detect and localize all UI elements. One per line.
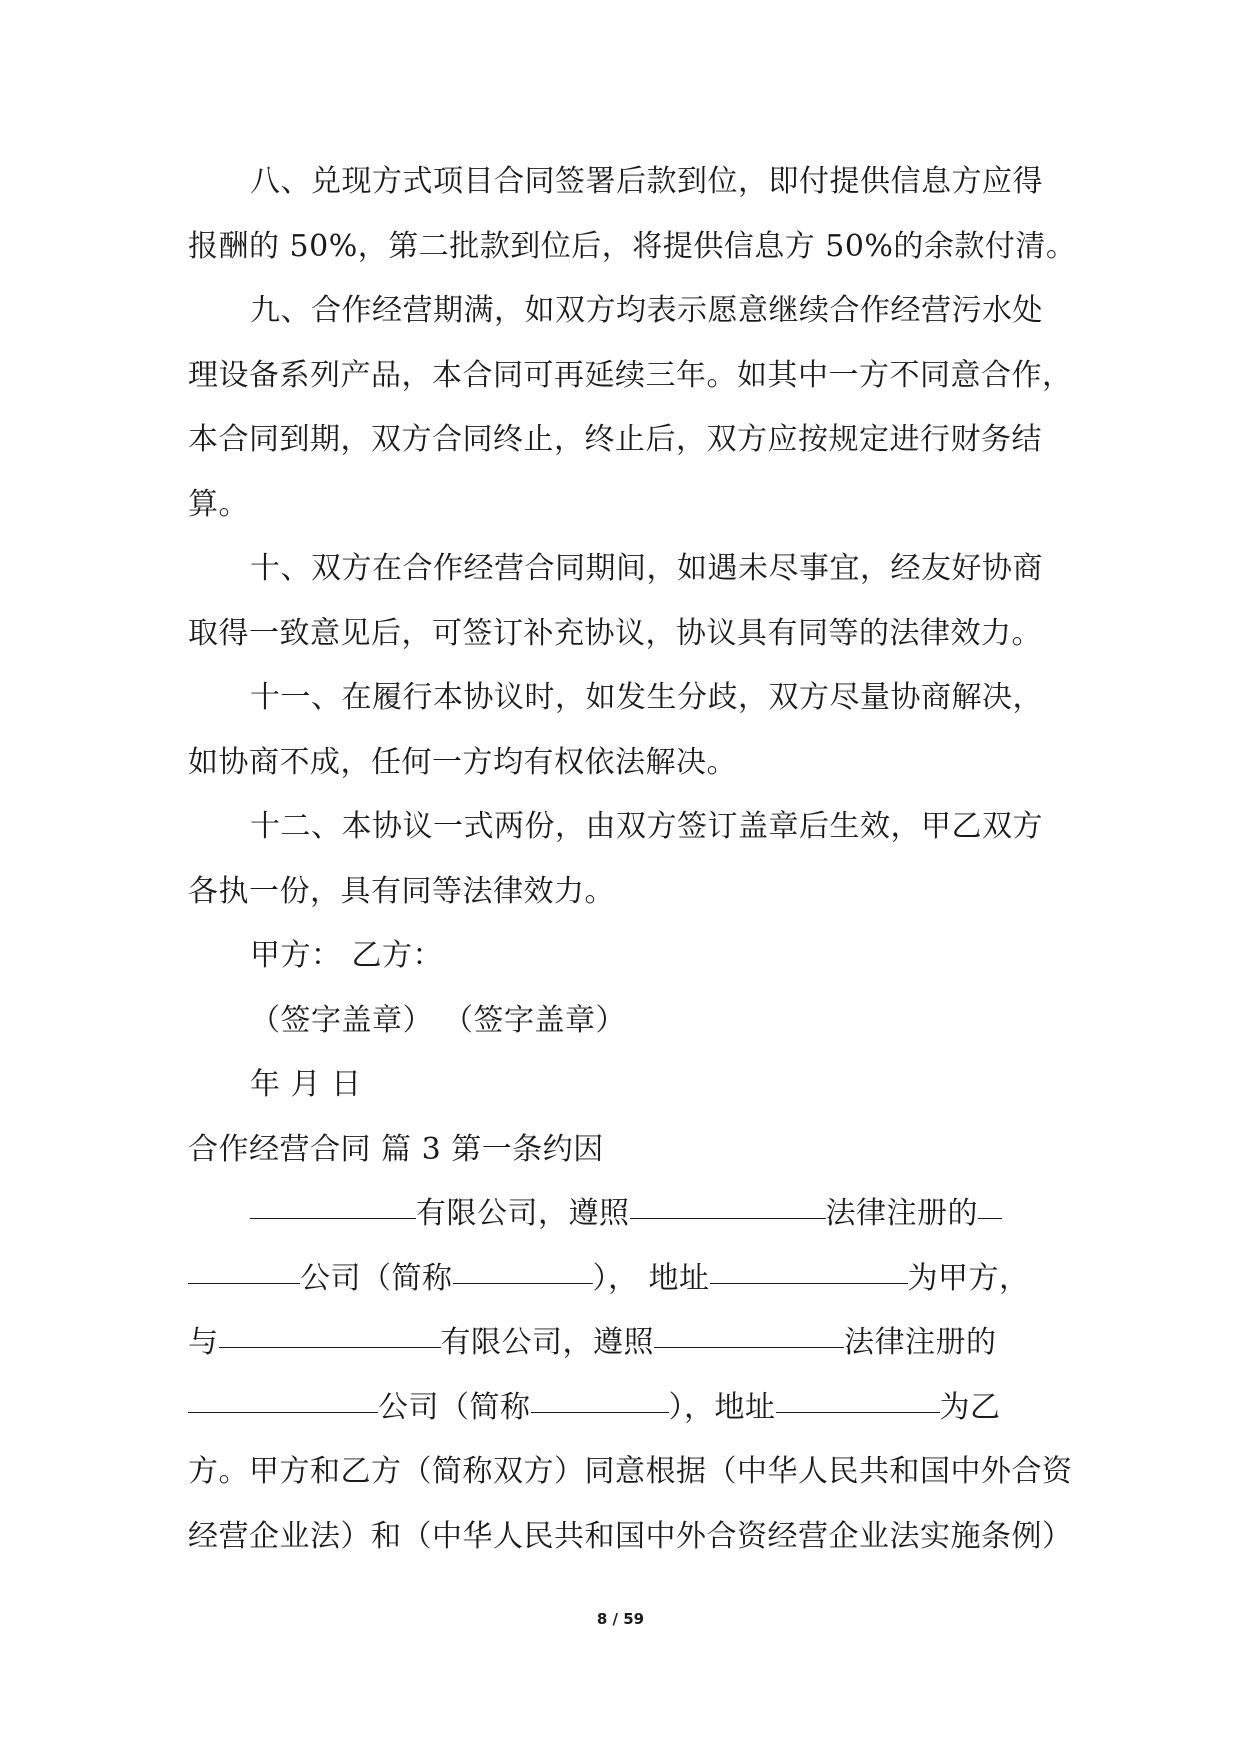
blank-line-4 [188, 1376, 1058, 1441]
blank-text: 有限公司，遵照 [416, 1196, 630, 1231]
paragraph-line: 方。甲方和乙方（简称双方）同意根据（中华人民共和国中外合资 [188, 1454, 1073, 1489]
signature-seal-labels: （签字盖章） （签字盖章） [250, 1002, 627, 1038]
fill-blank [188, 1386, 378, 1413]
fill-blank [710, 1257, 908, 1284]
paragraph-line: 十、双方在合作经营合同期间，如遇未尽事宜，经友好协商 [250, 551, 1043, 586]
fill-blank [978, 1192, 1002, 1219]
paragraph-line: 理设备系列产品，本合同可再延续三年。如其中一方不同意合作， [188, 357, 1073, 393]
fill-blank [654, 1321, 844, 1348]
paragraph-line: 算。 [188, 486, 249, 522]
paragraph-line: 十一、在履行本协议时，如发生分歧，双方尽量协商解决， [250, 680, 1043, 715]
paragraph-line: 九、合作经营期满，如双方均表示愿意继续合作经营污水处 [250, 293, 1043, 328]
fill-blank [219, 1321, 441, 1348]
page-number: 8 / 59 [596, 1610, 645, 1628]
fill-blank [250, 1192, 416, 1219]
fill-blank [630, 1192, 826, 1219]
fill-blank [776, 1386, 940, 1413]
section-heading: 合作经营合同 篇 3 第一条约因 [188, 1131, 604, 1167]
document-body [188, 150, 1077, 1569]
paragraph-line: 取得一致意见后，可签订补充协议，协议具有同等的法律效力。 [188, 615, 1042, 651]
paragraph-line: 报酬的 50%，第二批款到位后，将提供信息方 50%的余款付清。 [188, 228, 1077, 264]
fill-blank [531, 1386, 669, 1413]
paragraph-line: 八、兑现方式项目合同签署后款到位，即付提供信息方应得 [250, 164, 1043, 199]
blank-text: 与 [188, 1325, 219, 1360]
blank-text: 法律注册的 [825, 1196, 978, 1231]
paragraph-line: 经营企业法）和（中华人民共和国中外合资经营企业法实施条例） [188, 1518, 1073, 1554]
fill-blank [453, 1257, 593, 1284]
signature-date: 年 月 日 [250, 1067, 362, 1102]
blank-text: 公司（简称 [378, 1389, 531, 1425]
blank-text: ）， 地址 [592, 1260, 710, 1296]
paragraph-line: 十二、本协议一式两份，由双方签订盖章后生效，甲乙双方 [250, 809, 1043, 844]
blank-text: ），地址 [668, 1389, 776, 1425]
blank-text: 为甲方， [907, 1260, 1030, 1296]
blank-text: 为乙 [939, 1389, 1001, 1425]
paragraph-line: 本合同到期，双方合同终止，终止后，双方应按规定进行财务结 [188, 422, 1042, 457]
blank-line-1 [188, 1182, 1058, 1247]
blank-line-2 [188, 1247, 1058, 1312]
paragraph-line: 各执一份，具有同等法律效力。 [188, 873, 615, 909]
blank-text: 有限公司，遵照 [440, 1325, 654, 1360]
blank-text: 公司（简称 [300, 1260, 453, 1296]
blank-text: 法律注册的 [844, 1325, 997, 1360]
signature-parties: 甲方： 乙方： [250, 938, 444, 973]
blank-line-3 [188, 1311, 1058, 1376]
fill-blank [188, 1257, 300, 1284]
paragraph-line: 如协商不成，任何一方均有权依法解决。 [188, 744, 737, 780]
